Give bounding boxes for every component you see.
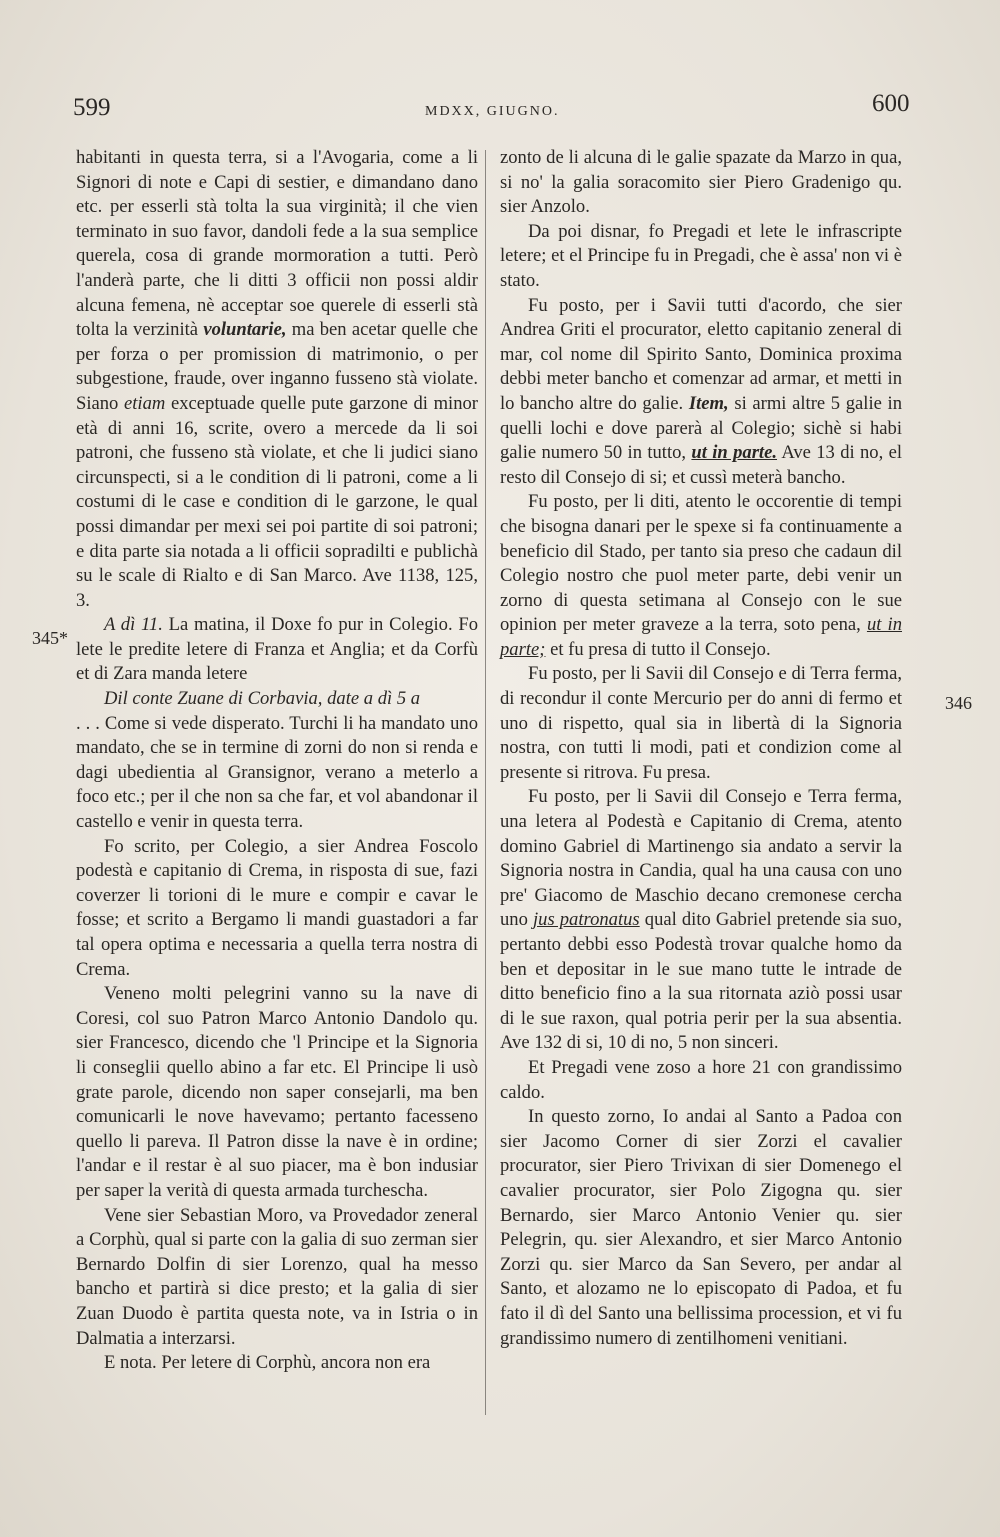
left-paragraph-6 <box>76 982 478 1203</box>
left-margin-number: 345* <box>32 628 68 648</box>
page-header <box>0 90 1000 128</box>
text-run: Fu posto, per li diti, atento le occorentie di tempi che bisogna danari per le spexe si fa continuamente a beneficio dil Stado, per tanto sia preso che cadaun dil Colegio nostro che puol meter parte, debi venir un zorno di questa setimana al Consejo con le sue opinion per meter graveze a la terra, soto pena, <box>500 491 902 636</box>
text-run: si armi altre 5 galie in quelli lochi e dove parerà al Colegio; sichè si habi galie numero 50 in tutto, <box>500 392 903 464</box>
text-run: qual dito Gabriel pretende sia suo, pertanto debbi esso Podestà trovar qualche homo da ben et depositar in le sue mano tutte le intrade de ditto beneficio fino a la sua ritornata aziò possi usar di le sue raxon, qual potria perir per la sua absentia. Ave 132 di si, 10 di no, 5 non sinceri. <box>500 909 903 1054</box>
text-run: Fo scrito, per Colegio, a sier Andrea Foscolo podestà e capitanio di Crema, in risposta di sue, fazi coverzer li torioni di le mure e compir e cavar le fosse; et scrito a Bergamo li mandi guastadori a far tal opera optima e necessaria a quella terra nostra di Crema. <box>76 835 478 980</box>
emphasis: jus patronatus <box>532 909 640 931</box>
right-paragraph-6 <box>500 785 902 1056</box>
right-paragraph-8 <box>500 1105 902 1351</box>
right-paragraph-7 <box>500 1056 902 1105</box>
text-run: et fu presa di tutto il Consejo. <box>550 638 771 660</box>
text-run: Ave 13 di no, el resto dil Consejo di si; et cussì meterà bancho. <box>500 442 902 488</box>
text-run: zonto de li alcuna di le galie spazate da Marzo in qua, si no' la galia soracomito sier Piero Gradenigo qu. sier Anzolo. <box>500 147 902 218</box>
text-run: Fu posto, per li Savii dil Consejo e Terra ferma, una letera al Podestà e Capitanio di Crema, atento domino Gabriel di Martinengo sia andato a servir la Signoria nostra in Candia, qual ha una causa con uno pre' Giacomo de Maschio decano cremonese cercha uno <box>500 786 902 931</box>
emphasis: etiam <box>124 392 166 414</box>
left-paragraph-1 <box>76 146 478 613</box>
right-margin-number: 346 <box>945 693 972 713</box>
left-column <box>76 146 478 1376</box>
text-run: Et Pregadi vene zoso a hore 21 con grandissimo caldo. <box>500 1056 902 1103</box>
text-run: Vene sier Sebastian Moro, va Provedador zeneral a Corphù, qual si parte con la galia di suo zerman sier Bernardo Dolfin di sier Lorenzo, qual ha messo bancho et partirà si dice presto; et la galia di sier Zuan Duodo è partita questa note, va in Istria o in Dalmatia a interzarsi. <box>76 1204 478 1349</box>
text-run: habitanti in questa terra, si a l'Avogaria, come a li Signori di note e Capi di sestier, e dimandano dano etc. per esserli stà tolta la sua virginità; il che vien terminato in suo favor, dandoli fede a la sua semplice querela, cosa di grande mormoration a tutti. Però l'anderà parte, che li ditti 3 officii non possi aldir alcuna femena, nè acceptar soe querele di esserli stà tolta la verzinità <box>76 147 478 341</box>
emphasis: ut in parte. <box>691 442 778 464</box>
right-column <box>500 146 902 1351</box>
right-paragraph-1 <box>500 146 902 220</box>
emphasis: ut in parte; <box>500 614 902 660</box>
right-paragraph-4 <box>500 490 902 662</box>
text-run: E nota. Per letere di Corphù, ancora non era <box>104 1352 431 1374</box>
left-paragraph-5 <box>76 835 478 983</box>
text-run: Veneno molti pelegrini vanno su la nave di Coresi, col suo Patron Marco Antonio Dandolo qu. sier Francesco, dicendo che 'l Principe et la Signoria li conseglii quello abino a far etc. El Principe li usò grate parole, dicendo non saper consejarli, ma ben comunicarli le nove havevamo; pertanto facesseno quello li pareva. Il Patron disse la nave è in ordine; l'andar e il restar è al suo piacer, ma è bon indusiar per saper la verità di questa armada turchescha. <box>76 983 478 1201</box>
text-run: La matina, il Doxe fo pur in Colegio. Fo lete le predite letere di Franza et Anglia; et da Corfù et di Zara manda letere <box>76 614 478 685</box>
right-paragraph-5 <box>500 662 902 785</box>
emphasis: Item, <box>688 392 729 414</box>
right-paragraph-2 <box>500 220 902 294</box>
text-run: exceptuade quelle pute garzone di minor età di anni 16, scrite, overo a mercede da li soi patroni, che fusseno stà violate, et che li judici siano circunspecti, si a le condition di li patroni, come a li costumi di le case e condition di le garzone, le qual possi dimandar per mexi sei poi partite di soi patroni; e dita parte sia notada a li officii sopradilti e publichà su le scale di Rialto e di San Marco. Ave 1138, 125, 3. <box>76 392 478 611</box>
letter-heading: Dil conte Zuane di Corbavia, date a dì 5 a <box>104 688 421 710</box>
left-paragraph-7 <box>76 1204 478 1352</box>
text-run: Fu posto, per li Savii dil Consejo e di Terra ferma, di recondur il conte Mercurio per do anni di fermo et uno di rispetto, qual sia in libertà di la Signoria nostra, con tutti li modi, pati et condizion come al presente si ritrova. Fu presa. <box>500 663 902 783</box>
text-run: ma ben acetar quelle che per forza o per promission di matrimonio, o per subgestione, fraude, over inganno fusseno stà violate. Siano <box>76 319 478 414</box>
left-paragraph-3 <box>76 687 478 712</box>
left-paragraph-8 <box>76 1351 478 1376</box>
text-run: Da poi disnar, fo Pregadi et lete le infrascripte letere; et el Principe fu in Pregadi, che è assa' non vi è stato. <box>500 220 902 291</box>
text-run: In questo zorno, Io andai al Santo a Padoa con sier Jacomo Corner di sier Zorzi el cavalier procurator, sier Piero Trivixan di sier Domenego el cavalier procurator, sier Polo Zigogna qu. sier Bernardo, sier Marco Antonio Venier qu. sier Pelegrin, qu. sier Alexandro, et sier Marco Antonio Zorzi qu. sier Marco da San Severo, per andar al Santo, et alozamo ne lo episcopato di Padoa, et fu fato il dì del Santo una bellissima procession, et vi fu grandissimo numero di zentilhomeni venitiani. <box>500 1106 902 1349</box>
right-page-number: 600 <box>872 90 910 117</box>
left-paragraph-2 <box>76 613 478 687</box>
running-title: MDXX, GIUGNO. <box>425 104 560 119</box>
column-divider <box>485 150 486 1415</box>
emphasis: voluntarie, <box>203 319 287 341</box>
text-run: . . . Come si vede disperato. Turchi li ha mandato uno mandato, che se in termine di zorni do non si renda e dagi ubedientia al Gransignor, verano a meterlo a foco etc.; per il che non sa che far, et vol abandonar il castello e venir in questa terra. <box>76 712 478 833</box>
left-paragraph-4 <box>76 712 478 835</box>
text-run: Fu posto, per i Savii tutti d'acordo, che sier Andrea Griti el procurator, eletto capitanio zeneral di mar, col nome dil Spirito Santo, Dominica proxima debbi meter bancho et comenzar ad armar, et metti in lo bancho altre do galie. <box>500 294 902 414</box>
date-heading: A dì 11. <box>104 614 163 636</box>
right-paragraph-3 <box>500 294 902 491</box>
left-page-number: 599 <box>73 94 111 121</box>
